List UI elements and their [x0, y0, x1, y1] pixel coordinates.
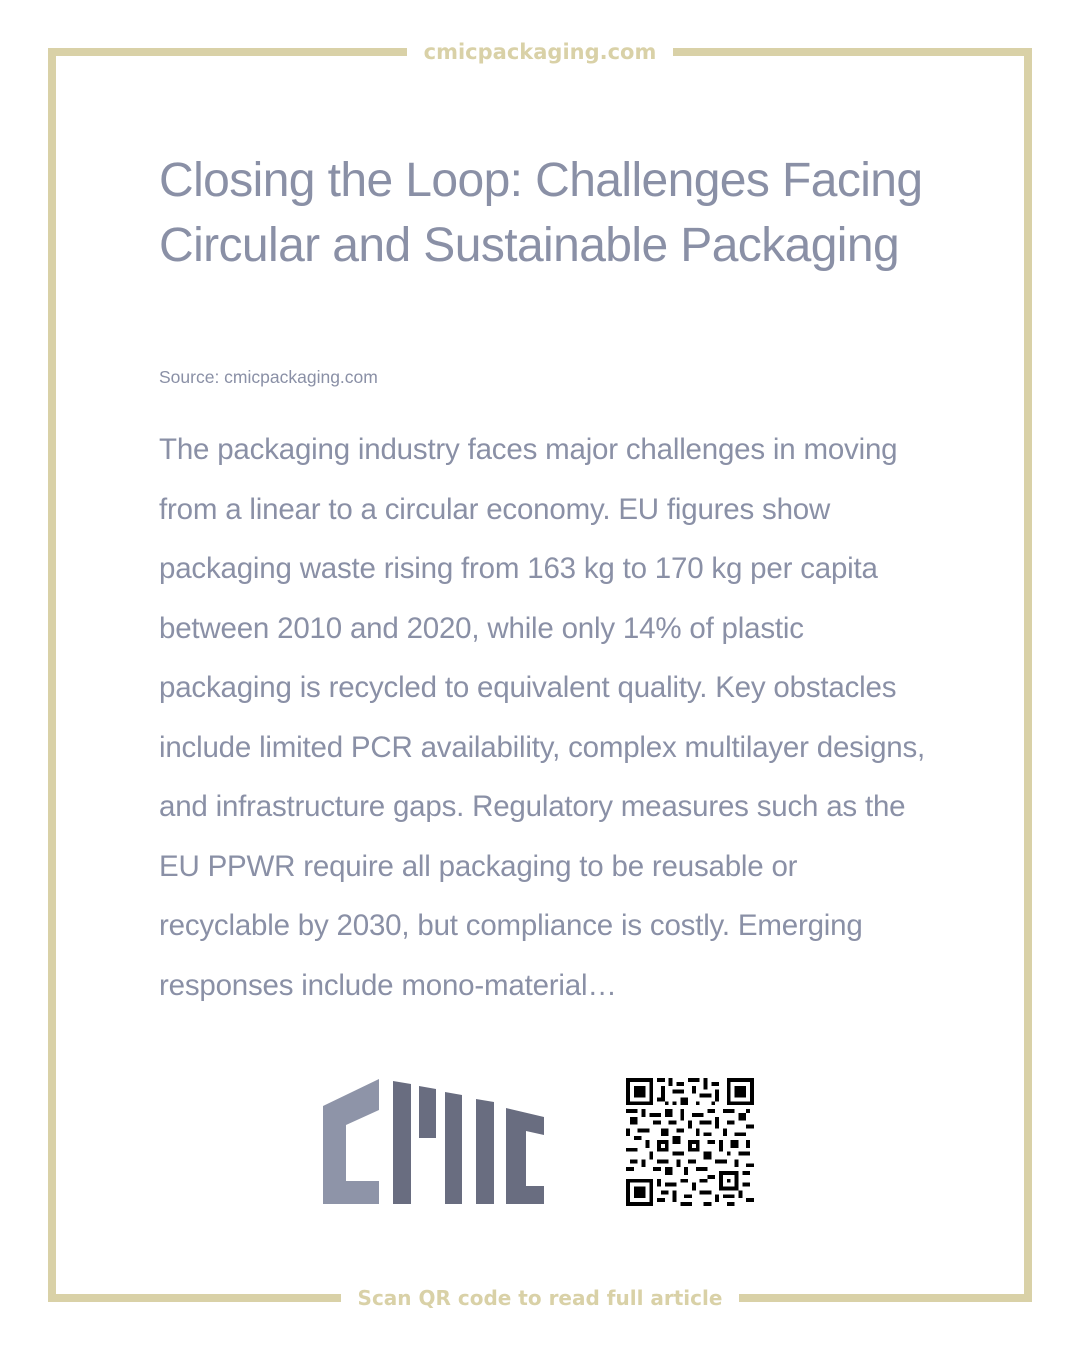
site-label: cmicpackaging.com — [407, 38, 674, 66]
article-title: Closing the Loop: Challenges Facing Circular and Sustainable Packaging — [159, 154, 923, 272]
qr-code-icon[interactable] — [626, 1078, 754, 1206]
footer — [0, 1284, 1080, 1312]
article-source: Source: cmicpackaging.com — [159, 367, 378, 387]
scan-qr-cta: Scan QR code to read full article — [341, 1284, 740, 1312]
header — [0, 38, 1080, 66]
cmic-logo-icon — [320, 1076, 548, 1208]
article-summary: The packaging industry faces major challenges in moving from a linear to a circular economy. EU figures show packaging waste rising from 163 kg to 170 kg per capita between 2010 and 2020, while only 14% of plastic packaging is recycled to equivalent quality. Key obstacles include limited PCR availability, complex multilayer designs, and infrastructure gaps. Regulatory measures such as the EU PPWR require all packaging to be reusable or recyclable by 2030, but compliance is costly. Emerging responses include mono-material… — [159, 433, 926, 1002]
